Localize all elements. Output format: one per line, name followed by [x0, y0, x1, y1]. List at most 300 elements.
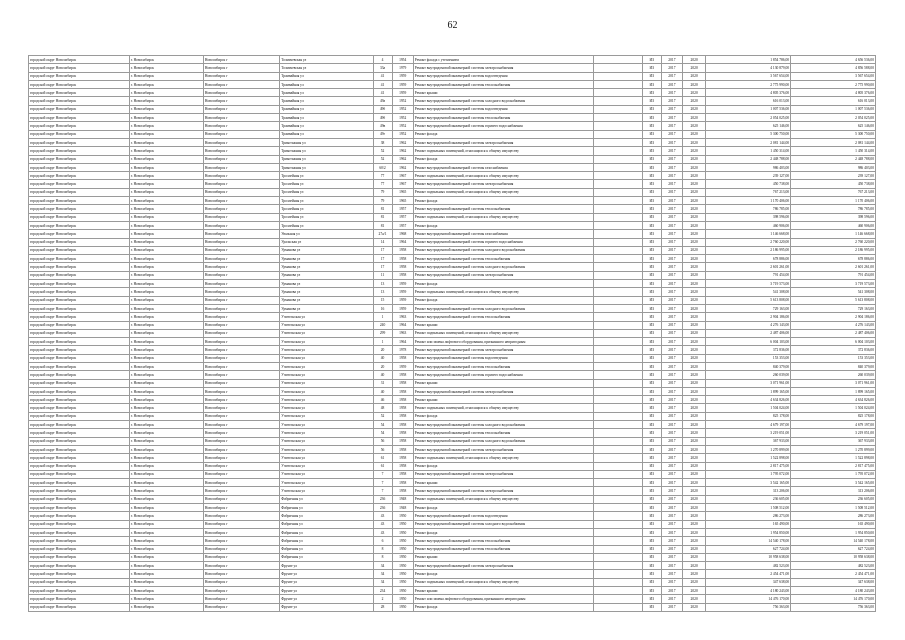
- settlement-cell: г. Новосибирск: [129, 553, 203, 561]
- year-built-cell: 1952: [392, 122, 413, 130]
- total-cost-cell: 4 634 826,00: [706, 396, 791, 404]
- table-row: [29, 172, 876, 180]
- note-cell: [593, 271, 642, 279]
- note-cell: [593, 445, 642, 453]
- locality-cell: Новосибирск г: [203, 379, 279, 387]
- house-cell: 52: [373, 155, 392, 163]
- municipality-cell: городской округ Новосибирск: [29, 479, 130, 487]
- settlement-cell: г. Новосибирск: [129, 437, 203, 445]
- locality-cell: Новосибирск г: [203, 213, 279, 221]
- note-cell: [593, 578, 642, 586]
- locality-cell: Новосибирск г: [203, 338, 279, 346]
- year-built-cell: 1958: [392, 263, 413, 271]
- year-built-cell: 1962: [392, 155, 413, 163]
- plan-year-cell: 2017: [661, 238, 682, 246]
- note-cell: [593, 371, 642, 379]
- table-row: [29, 412, 876, 420]
- locality-cell: Новосибирск г: [203, 188, 279, 196]
- program-cell: ИЗ: [642, 72, 661, 80]
- program-cell: ИЗ: [642, 537, 661, 545]
- street-cell: Учительская ул: [280, 371, 373, 379]
- municipality-cell: городской округ Новосибирск: [29, 587, 130, 595]
- total-cost-cell: 3 219 051,00: [706, 429, 791, 437]
- locality-cell: Новосибирск г: [203, 80, 279, 88]
- house-cell: 13: [373, 280, 392, 288]
- settlement-cell: г. Новосибирск: [129, 89, 203, 97]
- total-cost-cell: 236 605,00: [706, 495, 791, 503]
- finish-year-cell: 2020: [682, 138, 705, 146]
- fund-cost-cell: 2 186 995,00: [791, 246, 876, 254]
- finish-year-cell: 2020: [682, 271, 705, 279]
- total-cost-cell: 153 353,00: [706, 354, 791, 362]
- work-type-cell: Ремонт подвальных помещений, относящихся к общему имуществу: [413, 495, 593, 503]
- note-cell: [593, 454, 642, 462]
- table-row: [29, 130, 876, 138]
- fund-cost-cell: 2 817 475,00: [791, 462, 876, 470]
- street-cell: Фрунзе ул: [280, 587, 373, 595]
- plan-year-cell: 2017: [661, 354, 682, 362]
- year-built-cell: 1959: [392, 288, 413, 296]
- municipality-cell: городской округ Новосибирск: [29, 504, 130, 512]
- locality-cell: Новосибирск г: [203, 437, 279, 445]
- program-cell: ИЗ: [642, 105, 661, 113]
- municipality-cell: городской округ Новосибирск: [29, 321, 130, 329]
- year-built-cell: 1958: [392, 454, 413, 462]
- note-cell: [593, 163, 642, 171]
- table-row: [29, 445, 876, 453]
- work-type-cell: Ремонт внутридомовой инженерной системы холодного водоснабжения: [413, 263, 593, 271]
- work-type-cell: Ремонт внутридомовой инженерной системы электроснабжения: [413, 445, 593, 453]
- fund-cost-cell: 3 219 051,00: [791, 429, 876, 437]
- work-type-cell: Ремонт внутридомовой инженерной системы теплоснабжения: [413, 362, 593, 370]
- municipality-cell: городской округ Новосибирск: [29, 271, 130, 279]
- table-row: [29, 230, 876, 238]
- table-row: [29, 487, 876, 495]
- municipality-cell: городской округ Новосибирск: [29, 64, 130, 72]
- house-cell: 61: [373, 454, 392, 462]
- locality-cell: Новосибирск г: [203, 172, 279, 180]
- table-row: [29, 238, 876, 246]
- street-cell: Учительская ул: [280, 379, 373, 387]
- note-cell: [593, 72, 642, 80]
- finish-year-cell: 2020: [682, 338, 705, 346]
- table-row: [29, 205, 876, 213]
- street-cell: Фрунзе ул: [280, 603, 373, 611]
- work-type-cell: Ремонт внутридомовой инженерной системы горячего водоснабжения: [413, 371, 593, 379]
- street-cell: Учительская ул: [280, 421, 373, 429]
- finish-year-cell: 2020: [682, 313, 705, 321]
- year-built-cell: 1958: [392, 445, 413, 453]
- table-row: [29, 80, 876, 88]
- house-cell: 49б: [373, 105, 392, 113]
- note-cell: [593, 421, 642, 429]
- note-cell: [593, 288, 642, 296]
- fund-cost-cell: 5 300 750,00: [791, 130, 876, 138]
- settlement-cell: г. Новосибирск: [129, 545, 203, 553]
- year-built-cell: 1952: [392, 105, 413, 113]
- finish-year-cell: 2020: [682, 587, 705, 595]
- locality-cell: Новосибирск г: [203, 404, 279, 412]
- municipality-cell: городской округ Новосибирск: [29, 188, 130, 196]
- fund-cost-cell: 616 013,00: [791, 97, 876, 105]
- settlement-cell: г. Новосибирск: [129, 130, 203, 138]
- total-cost-cell: 986 403,00: [706, 163, 791, 171]
- fund-cost-cell: 1 954 850,00: [791, 528, 876, 536]
- work-type-cell: Ремонт подвальных помещений, относящихся к общему имуществу: [413, 329, 593, 337]
- finish-year-cell: 2020: [682, 321, 705, 329]
- municipality-cell: городской округ Новосибирск: [29, 163, 130, 171]
- program-cell: ИЗ: [642, 504, 661, 512]
- plan-year-cell: 2017: [661, 180, 682, 188]
- program-cell: ИЗ: [642, 321, 661, 329]
- total-cost-cell: 627 724,00: [706, 545, 791, 553]
- program-cell: ИЗ: [642, 454, 661, 462]
- house-cell: 81: [373, 213, 392, 221]
- total-cost-cell: 2 601 261,00: [706, 263, 791, 271]
- municipality-cell: городской округ Новосибирск: [29, 197, 130, 205]
- work-type-cell: Ремонт внутридомовой инженерной системы теплоснабжения: [413, 80, 593, 88]
- year-built-cell: 1950: [392, 570, 413, 578]
- total-cost-cell: 347 638,00: [706, 578, 791, 586]
- total-cost-cell: 1 854 786,00: [706, 56, 791, 64]
- year-built-cell: 1958: [392, 421, 413, 429]
- locality-cell: Новосибирск г: [203, 421, 279, 429]
- year-built-cell: 1965: [392, 197, 413, 205]
- street-cell: Учительская ул: [280, 354, 373, 362]
- work-type-cell: Ремонт или замена лифтового оборудования, признанного непригодным: [413, 595, 593, 603]
- fund-cost-cell: 4 679 197,00: [791, 421, 876, 429]
- plan-year-cell: 2017: [661, 562, 682, 570]
- year-built-cell: 1959: [392, 362, 413, 370]
- street-cell: Фрунзе ул: [280, 578, 373, 586]
- house-cell: 79: [373, 197, 392, 205]
- program-cell: ИЗ: [642, 205, 661, 213]
- table-row: [29, 271, 876, 279]
- year-built-cell: 1967: [392, 172, 413, 180]
- year-built-cell: 1948: [392, 495, 413, 503]
- street-cell: Фабричная ул: [280, 545, 373, 553]
- note-cell: [593, 520, 642, 528]
- settlement-cell: г. Новосибирск: [129, 520, 203, 528]
- note-cell: [593, 221, 642, 229]
- program-cell: ИЗ: [642, 64, 661, 72]
- note-cell: [593, 528, 642, 536]
- house-cell: 240: [373, 321, 392, 329]
- locality-cell: Новосибирск г: [203, 545, 279, 553]
- settlement-cell: г. Новосибирск: [129, 288, 203, 296]
- program-cell: ИЗ: [642, 213, 661, 221]
- locality-cell: Новосибирск г: [203, 205, 279, 213]
- fund-cost-cell: 482 523,00: [791, 562, 876, 570]
- settlement-cell: г. Новосибирск: [129, 379, 203, 387]
- program-cell: ИЗ: [642, 89, 661, 97]
- table-row: [29, 313, 876, 321]
- year-built-cell: 1950: [392, 603, 413, 611]
- plan-year-cell: 2017: [661, 412, 682, 420]
- locality-cell: Новосибирск г: [203, 329, 279, 337]
- municipality-cell: городской округ Новосибирск: [29, 362, 130, 370]
- street-cell: Урманова ул: [280, 288, 373, 296]
- year-built-cell: 1952: [392, 130, 413, 138]
- program-cell: ИЗ: [642, 595, 661, 603]
- program-cell: ИЗ: [642, 80, 661, 88]
- program-cell: ИЗ: [642, 280, 661, 288]
- street-cell: Учительская ул: [280, 313, 373, 321]
- note-cell: [593, 479, 642, 487]
- street-cell: Трикотажная ул: [280, 163, 373, 171]
- work-type-cell: Ремонт фасада: [413, 504, 593, 512]
- fund-cost-cell: 460 906,00: [791, 221, 876, 229]
- finish-year-cell: 2020: [682, 122, 705, 130]
- note-cell: [593, 404, 642, 412]
- municipality-cell: городской округ Новосибирск: [29, 495, 130, 503]
- total-cost-cell: 1 170 406,00: [706, 197, 791, 205]
- note-cell: [593, 296, 642, 304]
- house-cell: 41: [373, 89, 392, 97]
- street-cell: Троллейная ул: [280, 188, 373, 196]
- municipality-cell: городской округ Новосибирск: [29, 280, 130, 288]
- locality-cell: Новосибирск г: [203, 504, 279, 512]
- program-cell: ИЗ: [642, 197, 661, 205]
- program-cell: ИЗ: [642, 545, 661, 553]
- note-cell: [593, 537, 642, 545]
- table-row: [29, 155, 876, 163]
- settlement-cell: г. Новосибирск: [129, 412, 203, 420]
- finish-year-cell: 2020: [682, 562, 705, 570]
- municipality-cell: городской округ Новосибирск: [29, 72, 130, 80]
- table-row: [29, 163, 876, 171]
- locality-cell: Новосибирск г: [203, 321, 279, 329]
- street-cell: Урманова ул: [280, 280, 373, 288]
- total-cost-cell: 239 127,00: [706, 172, 791, 180]
- house-cell: 4: [373, 56, 392, 64]
- work-type-cell: Ремонт подвальных помещений, относящихся к общему имуществу: [413, 288, 593, 296]
- fund-cost-cell: 4 656 536,00: [791, 56, 876, 64]
- finish-year-cell: 2020: [682, 213, 705, 221]
- house-cell: 43: [373, 512, 392, 520]
- year-built-cell: 1963: [392, 313, 413, 321]
- street-cell: Фрунзе ул: [280, 562, 373, 570]
- program-cell: ИЗ: [642, 445, 661, 453]
- settlement-cell: г. Новосибирск: [129, 429, 203, 437]
- municipality-cell: городской округ Новосибирск: [29, 329, 130, 337]
- settlement-cell: г. Новосибирск: [129, 504, 203, 512]
- municipality-cell: городской округ Новосибирск: [29, 520, 130, 528]
- program-cell: ИЗ: [642, 354, 661, 362]
- note-cell: [593, 379, 642, 387]
- house-cell: 41: [373, 72, 392, 80]
- fund-cost-cell: 2 448 788,00: [791, 155, 876, 163]
- locality-cell: Новосибирск г: [203, 354, 279, 362]
- program-cell: ИЗ: [642, 313, 661, 321]
- total-cost-cell: 260 039,00: [706, 371, 791, 379]
- year-built-cell: 1958: [392, 396, 413, 404]
- table-row: [29, 221, 876, 229]
- fund-cost-cell: 4 276 143,00: [791, 321, 876, 329]
- municipality-cell: городской округ Новосибирск: [29, 230, 130, 238]
- finish-year-cell: 2020: [682, 238, 705, 246]
- plan-year-cell: 2017: [661, 80, 682, 88]
- note-cell: [593, 213, 642, 221]
- year-built-cell: 1958: [392, 479, 413, 487]
- total-cost-cell: 313 206,00: [706, 487, 791, 495]
- year-built-cell: 1958: [392, 487, 413, 495]
- program-cell: ИЗ: [642, 570, 661, 578]
- fund-cost-cell: 6 004 103,00: [791, 338, 876, 346]
- street-cell: Учительская ул: [280, 346, 373, 354]
- note-cell: [593, 80, 642, 88]
- fund-cost-cell: 4 805 376,00: [791, 89, 876, 97]
- total-cost-cell: 5 300 750,00: [706, 130, 791, 138]
- house-cell: 6: [373, 537, 392, 545]
- total-cost-cell: 825 178,00: [706, 412, 791, 420]
- note-cell: [593, 304, 642, 312]
- fund-cost-cell: 236 605,00: [791, 495, 876, 503]
- program-cell: ИЗ: [642, 246, 661, 254]
- street-cell: Учительская ул: [280, 429, 373, 437]
- plan-year-cell: 2017: [661, 454, 682, 462]
- year-built-cell: 1950: [392, 520, 413, 528]
- municipality-cell: городской округ Новосибирск: [29, 396, 130, 404]
- year-built-cell: 1962: [392, 138, 413, 146]
- note-cell: [593, 197, 642, 205]
- table-row: [29, 562, 876, 570]
- table-row: [29, 362, 876, 370]
- house-cell: 236: [373, 495, 392, 503]
- settlement-cell: г. Новосибирск: [129, 396, 203, 404]
- locality-cell: Новосибирск г: [203, 246, 279, 254]
- program-cell: ИЗ: [642, 263, 661, 271]
- settlement-cell: г. Новосибирск: [129, 487, 203, 495]
- locality-cell: Новосибирск г: [203, 470, 279, 478]
- table-row: [29, 387, 876, 395]
- plan-year-cell: 2017: [661, 445, 682, 453]
- fund-cost-cell: 678 886,00: [791, 255, 876, 263]
- finish-year-cell: 2020: [682, 97, 705, 105]
- note-cell: [593, 97, 642, 105]
- plan-year-cell: 2017: [661, 528, 682, 536]
- year-built-cell: 1958: [392, 371, 413, 379]
- locality-cell: Новосибирск г: [203, 280, 279, 288]
- program-cell: ИЗ: [642, 387, 661, 395]
- table-row: [29, 180, 876, 188]
- work-type-cell: Ремонт крыши: [413, 479, 593, 487]
- house-cell: 11: [373, 271, 392, 279]
- table-row: [29, 354, 876, 362]
- table-row: [29, 304, 876, 312]
- table-row: [29, 147, 876, 155]
- settlement-cell: г. Новосибирск: [129, 114, 203, 122]
- plan-year-cell: 2017: [661, 147, 682, 155]
- total-cost-cell: 756 363,00: [706, 603, 791, 611]
- municipality-cell: городской округ Новосибирск: [29, 288, 130, 296]
- street-cell: Фабричная ул: [280, 520, 373, 528]
- locality-cell: Новосибирск г: [203, 155, 279, 163]
- table-row: [29, 479, 876, 487]
- municipality-cell: городской округ Новосибирск: [29, 412, 130, 420]
- finish-year-cell: 2020: [682, 595, 705, 603]
- total-cost-cell: 1 007 536,00: [706, 105, 791, 113]
- house-cell: 52: [373, 147, 392, 155]
- table-row: [29, 495, 876, 503]
- finish-year-cell: 2020: [682, 470, 705, 478]
- table-row: [29, 429, 876, 437]
- work-type-cell: Ремонт подвальных помещений, относящихся к общему имуществу: [413, 172, 593, 180]
- total-cost-cell: 2 186 995,00: [706, 246, 791, 254]
- street-cell: Фабричная ул: [280, 495, 373, 503]
- year-built-cell: 1958: [392, 437, 413, 445]
- fund-cost-cell: 791 454,00: [791, 271, 876, 279]
- house-cell: 17: [373, 255, 392, 263]
- plan-year-cell: 2017: [661, 321, 682, 329]
- program-cell: ИЗ: [642, 437, 661, 445]
- total-cost-cell: 1 899 165,00: [706, 387, 791, 395]
- street-cell: Троллейная ул: [280, 197, 373, 205]
- settlement-cell: г. Новосибирск: [129, 255, 203, 263]
- note-cell: [593, 362, 642, 370]
- settlement-cell: г. Новосибирск: [129, 221, 203, 229]
- plan-year-cell: 2017: [661, 213, 682, 221]
- locality-cell: Новосибирск г: [203, 163, 279, 171]
- settlement-cell: г. Новосибирск: [129, 263, 203, 271]
- table-row: [29, 346, 876, 354]
- note-cell: [593, 230, 642, 238]
- locality-cell: Новосибирск г: [203, 304, 279, 312]
- house-cell: 41: [373, 80, 392, 88]
- settlement-cell: г. Новосибирск: [129, 280, 203, 288]
- house-cell: 8: [373, 553, 392, 561]
- note-cell: [593, 147, 642, 155]
- house-cell: 7: [373, 479, 392, 487]
- total-cost-cell: 4 180 243,00: [706, 587, 791, 595]
- municipality-cell: городской округ Новосибирск: [29, 545, 130, 553]
- year-built-cell: 1959: [392, 89, 413, 97]
- settlement-cell: г. Новосибирск: [129, 105, 203, 113]
- locality-cell: Новосибирск г: [203, 362, 279, 370]
- note-cell: [593, 280, 642, 288]
- finish-year-cell: 2020: [682, 437, 705, 445]
- note-cell: [593, 562, 642, 570]
- work-type-cell: Ремонт внутридомовой инженерной системы теплоснабжения: [413, 537, 593, 545]
- locality-cell: Новосибирск г: [203, 528, 279, 536]
- street-cell: Толмачевская ул: [280, 56, 373, 64]
- fund-cost-cell: 840 379,00: [791, 362, 876, 370]
- total-cost-cell: 6 004 103,00: [706, 338, 791, 346]
- year-built-cell: 1957: [392, 205, 413, 213]
- locality-cell: Новосибирск г: [203, 221, 279, 229]
- note-cell: [593, 504, 642, 512]
- plan-year-cell: 2017: [661, 578, 682, 586]
- locality-cell: Новосибирск г: [203, 603, 279, 611]
- plan-year-cell: 2017: [661, 595, 682, 603]
- municipality-cell: городской округ Новосибирск: [29, 528, 130, 536]
- finish-year-cell: 2020: [682, 288, 705, 296]
- settlement-cell: г. Новосибирск: [129, 313, 203, 321]
- fund-cost-cell: 165 490,00: [791, 520, 876, 528]
- street-cell: Учительская ул: [280, 321, 373, 329]
- settlement-cell: г. Новосибирск: [129, 56, 203, 64]
- year-built-cell: 1952: [392, 97, 413, 105]
- street-cell: Учительская ул: [280, 470, 373, 478]
- plan-year-cell: 2017: [661, 64, 682, 72]
- note-cell: [593, 387, 642, 395]
- year-built-cell: 1958: [392, 404, 413, 412]
- locality-cell: Новосибирск г: [203, 429, 279, 437]
- table-row: [29, 462, 876, 470]
- note-cell: [593, 205, 642, 213]
- plan-year-cell: 2017: [661, 587, 682, 595]
- program-cell: ИЗ: [642, 188, 661, 196]
